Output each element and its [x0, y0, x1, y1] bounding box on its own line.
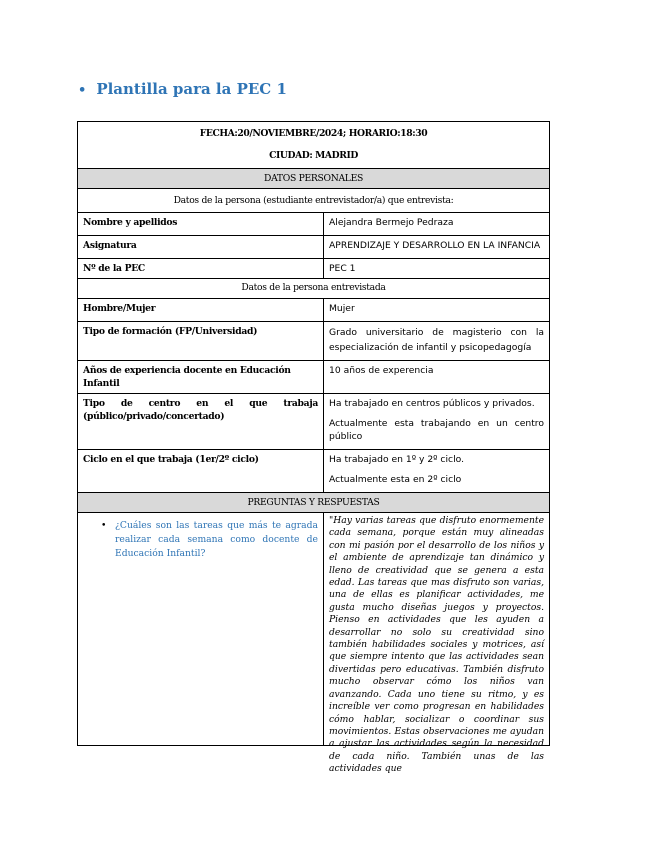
cycle-line-1: Ha trabajado en 1º y 2º ciclo. — [329, 454, 465, 465]
page-heading — [78, 80, 287, 98]
interviewer-caption: Datos de la persona (estudiante entrevistador/a) que entrevista: — [78, 189, 550, 213]
question-cell — [78, 513, 324, 746]
city-line: CIUDAD: MADRID — [269, 150, 358, 161]
table-row — [78, 259, 550, 279]
cycle-label: Ciclo en el que trabaja (1er/2º ciclo) — [78, 450, 324, 493]
caption-row — [78, 189, 550, 213]
pec-value: PEC 1 — [324, 259, 550, 279]
center-type-line-1: Ha trabajado en centros públicos y privados. — [329, 398, 535, 409]
table-row — [78, 322, 550, 361]
date-time-line: FECHA:20/NOVIEMBRE/2024; HORARIO:18:30 — [199, 128, 428, 139]
table-row — [78, 513, 550, 746]
answer-text: "Hay varias tareas que disfruto enormemente cada semana, porque están muy alineadas con mi pasión por el desarrollo de los niños y el ambiente de aprendizaje tan dinámico y lleno de creatividad que se genera a esta edad. Las tareas que mas disfruto son varias, una de ellas es planificar actividades, me gusta mucho diseñas juegos y proyectos. Pienso en actividades que les ayuden a desarrollar no solo su creatividad sino también habilidades sociales y motrices, así que siempre intento que las actividades sean divertidas pero educativas. También disfruto mucho observar cómo los niños van avanzando. Cada uno tiene su ritmo, y es increíble ver como progresan en habilidades cómo hablar, socializar o coordinar sus movimientos. Estas observaciones me ayudan a ajustar las actividades según la necesidad de cada niño. También unas de las actividades que — [329, 515, 545, 775]
cycle-line-2: Actualmente esta en 2º ciclo — [329, 474, 462, 485]
pec-label: Nº de la PEC — [78, 259, 324, 279]
subject-value: APRENDIZAJE Y DESARROLLO EN LA INFANCIA — [324, 236, 550, 259]
center-type-line-2: Actualmente esta trabajando en un centro público — [329, 418, 545, 442]
header-cell — [78, 122, 550, 169]
question-bullet: • — [101, 520, 107, 531]
caption-row — [78, 279, 550, 299]
heading-bullet: • — [78, 83, 87, 98]
table-row — [78, 450, 550, 493]
table-row — [78, 361, 550, 394]
section-row — [78, 493, 550, 513]
section-personal-data: DATOS PERSONALES — [78, 169, 550, 189]
name-label: Nombre y apellidos — [78, 213, 324, 236]
gender-value: Mujer — [324, 299, 550, 322]
subject-label: Asignatura — [78, 236, 324, 259]
heading-title: Plantilla para la PEC 1 — [96, 80, 287, 98]
gender-label: Hombre/Mujer — [78, 299, 324, 322]
training-value: Grado universitario de magisterio con la especialización de infantil y psicopedagogía — [324, 322, 550, 361]
question-item — [83, 519, 318, 561]
answer-cell — [324, 513, 550, 775]
question-text: ¿Cuáles son las tareas que más te agrada realizar cada semana como docente de Educación Infantil? — [115, 520, 318, 559]
section-questions-answers: PREGUNTAS Y RESPUESTAS — [78, 493, 550, 513]
interviewee-caption: Datos de la persona entrevistada — [78, 279, 550, 299]
cycle-value — [324, 450, 550, 493]
section-row — [78, 169, 550, 189]
training-label: Tipo de formación (FP/Universidad) — [78, 322, 324, 361]
table-row — [78, 213, 550, 236]
center-type-label: Tipo de centro en el que trabaja (público/privado/concertado) — [78, 394, 324, 450]
header-row — [78, 122, 550, 169]
table-row — [78, 394, 550, 450]
name-value: Alejandra Bermejo Pedraza — [324, 213, 550, 236]
interview-form-table — [77, 121, 550, 775]
experience-value: 10 años de experencia — [324, 361, 550, 394]
center-type-value — [324, 394, 550, 450]
experience-label: Años de experiencia docente en Educación Infantil — [78, 361, 324, 394]
table-row — [78, 236, 550, 259]
table-row — [78, 299, 550, 322]
